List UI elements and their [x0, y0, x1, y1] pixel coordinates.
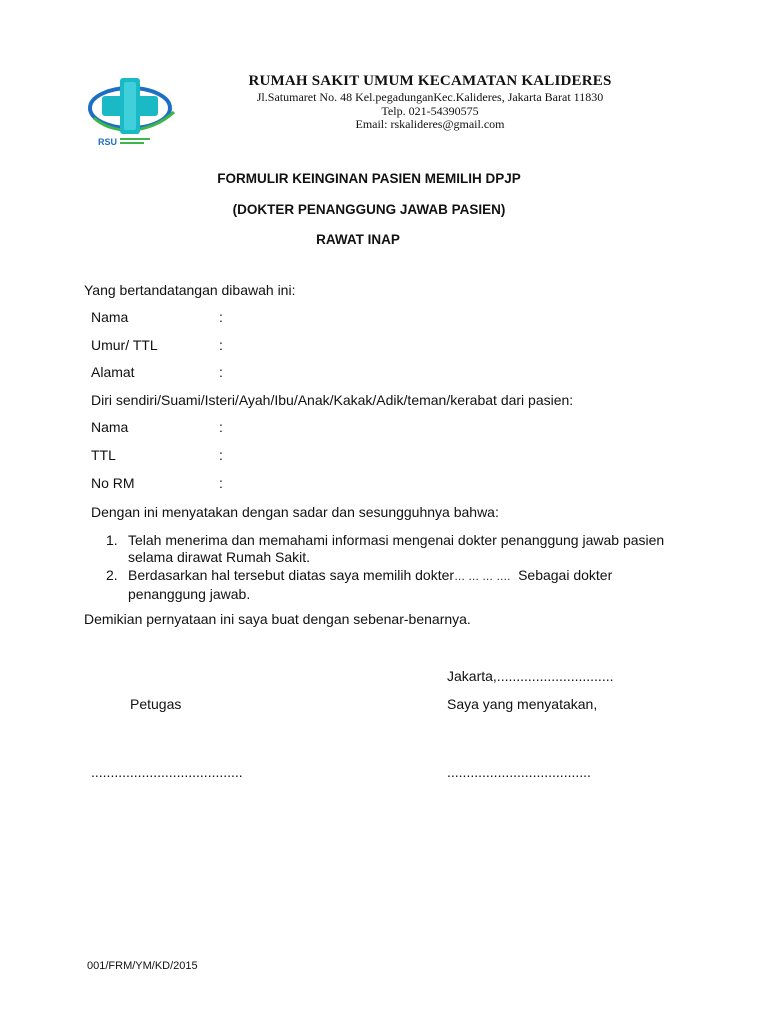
form-code: 001/FRM/YM/KD/2015	[87, 960, 198, 972]
patient-name-colon: :	[219, 419, 223, 435]
declarant-label: Saya yang menyatakan,	[447, 696, 598, 712]
hospital-logo	[84, 72, 184, 152]
statement-1-text: Telah menerima dan memahami informasi mengenai dokter penanggung jawab pasien selama dirawat Rumah Sakit.	[128, 532, 665, 565]
doctor-name-blank: … … … ….	[454, 571, 511, 583]
officer-label: Petugas	[130, 696, 182, 712]
logo-text: RSU	[98, 137, 118, 147]
hospital-name: RUMAH SAKIT UMUM KECAMATAN KALIDERES	[248, 73, 612, 89]
signer-name-label: Nama	[91, 309, 129, 325]
signer-age-colon: :	[219, 337, 223, 353]
statement-2-text-after: Sebagai dokter penanggung jawab.	[128, 567, 617, 602]
patient-rm-label: No RM	[91, 475, 135, 491]
statement-2-number: 2.	[106, 567, 118, 583]
signer-name-colon: :	[219, 309, 223, 325]
signer-address-colon: :	[219, 364, 223, 380]
patient-ttl-label: TTL	[91, 447, 116, 463]
hospital-phone: Telp. 021-54390575	[381, 104, 479, 118]
place-date: Jakarta,..............................	[447, 668, 614, 684]
statement-1-number: 1.	[106, 532, 118, 548]
closing-text: Demikian pernyataan ini saya buat dengan sebenar-benarnya.	[84, 611, 471, 627]
officer-signature-line: .......................................	[91, 764, 243, 780]
relation-text: Diri sendiri/Suami/Isteri/Ayah/Ibu/Anak/Kakak/Adik/teman/kerabat dari pasien:	[91, 392, 574, 408]
statement-intro: Dengan ini menyatakan dengan sadar dan sesungguhnya bahwa:	[91, 504, 499, 520]
patient-name-label: Nama	[91, 419, 129, 435]
intro-text: Yang bertandatangan dibawah ini:	[84, 282, 296, 298]
signer-age-label: Umur/ TTL	[91, 337, 158, 353]
statement-2-text	[128, 567, 688, 603]
form-subtitle: (DOKTER PENANGGUNG JAWAB PASIEN)	[232, 202, 506, 217]
statement-2-text-before: Berdasarkan hal tersebut diatas saya memilih dokter	[128, 567, 455, 583]
patient-rm-colon: :	[219, 475, 223, 491]
hospital-address: Jl.Satumaret No. 48 Kel.pegadunganKec.Kalideres, Jakarta Barat 11830	[256, 90, 604, 104]
declarant-signature-line: .....................................	[447, 764, 591, 780]
form-type: RAWAT INAP	[316, 232, 400, 247]
medical-cross-logo-icon	[84, 72, 184, 152]
hospital-email: Email: rskalideres@gmail.com	[355, 117, 505, 131]
signer-address-label: Alamat	[91, 364, 135, 380]
form-title: FORMULIR KEINGINAN PASIEN MEMILIH DPJP	[217, 171, 521, 186]
patient-ttl-colon: :	[219, 447, 223, 463]
